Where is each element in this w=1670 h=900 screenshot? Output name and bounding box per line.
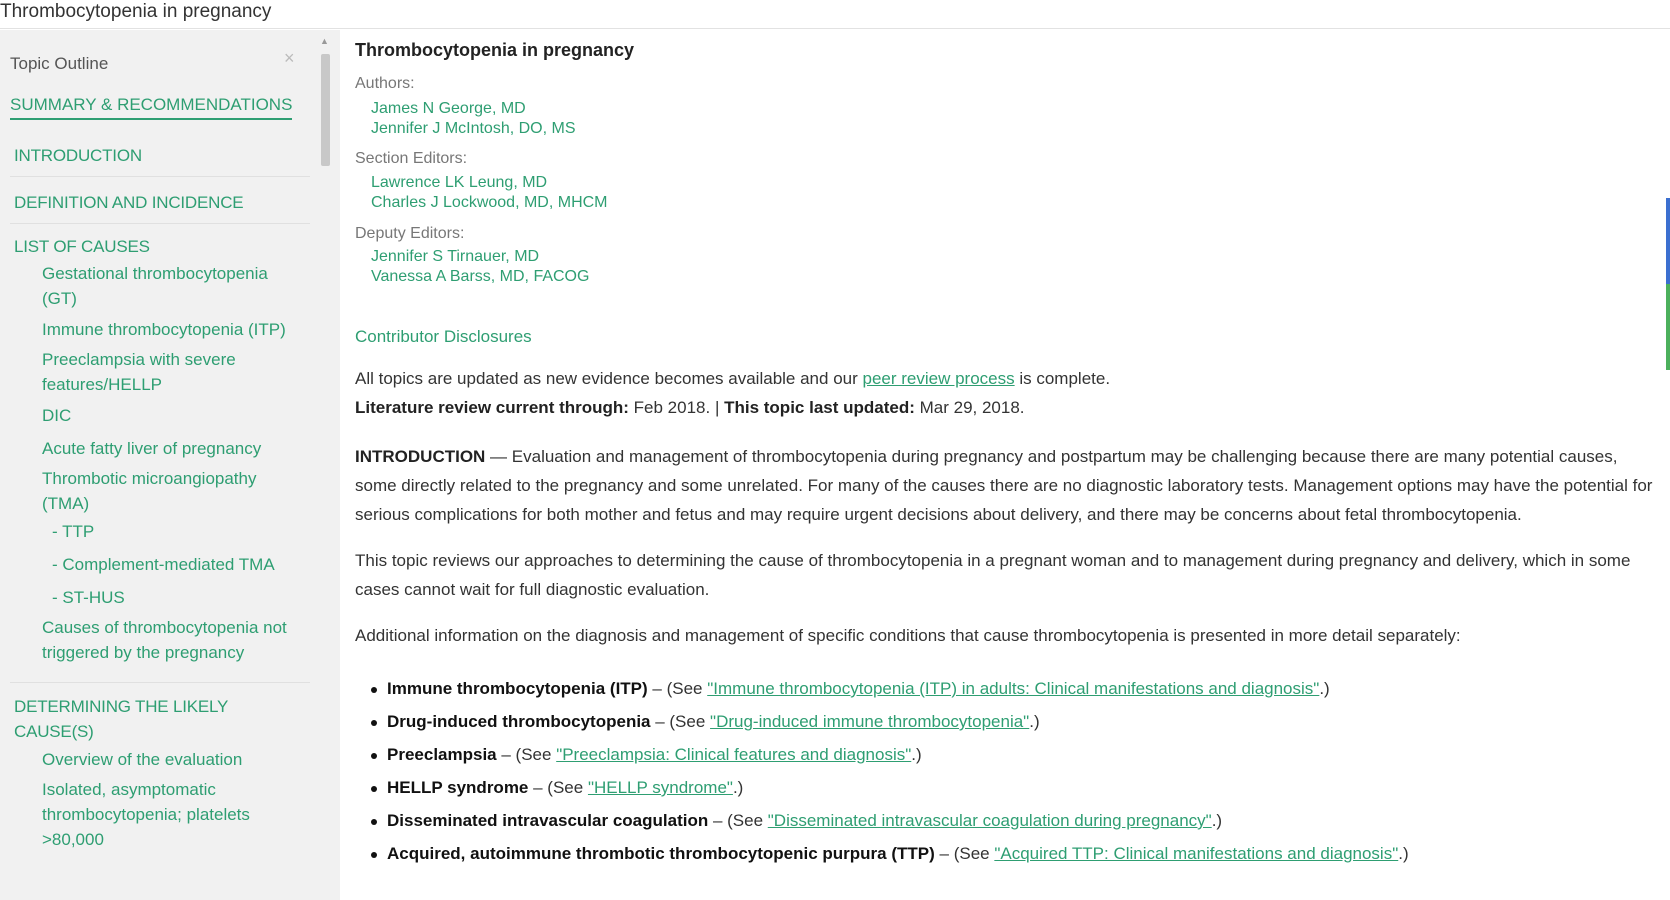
bullet-link[interactable]: "Acquired TTP: Clinical manifestations and diagnosis" [994,844,1399,863]
outline-cause-link[interactable]: DIC [42,406,72,425]
outline-cause-link[interactable]: Preeclampsia with severe features/HELLP [42,350,236,394]
close-icon[interactable]: × [284,48,295,68]
outline-summary-link[interactable]: SUMMARY & RECOMMENDATIONS [10,92,292,120]
bullet-link[interactable]: "Immune thrombocytopenia (ITP) in adults: Clinical manifestations and diagnosis" [707,679,1320,698]
update-notice [355,364,1660,393]
feedback-tab[interactable] [1666,198,1670,370]
outline-divider [10,682,310,683]
deputy-editor-link[interactable]: Vanessa A Barss, MD, FACOG [371,268,590,285]
bullet-text: .) [1398,844,1409,863]
bullet-text: – (See [496,745,557,764]
sidebar-scroll-thumb[interactable] [321,54,330,166]
bullet-link[interactable]: "Drug-induced immune thrombocytopenia" [710,712,1030,731]
sidebar-scrollbar[interactable] [318,36,332,896]
bullet-link[interactable]: "Disseminated intravascular coagulation during pregnancy" [767,811,1212,830]
bullet-text: – (See [650,712,711,731]
bullet-text: .) [732,778,744,797]
bullet-item [371,679,1330,699]
title-bar [0,0,1670,29]
bullet-text: .) [1029,712,1040,731]
outline-introduction-link[interactable]: INTRODUCTION [14,146,142,165]
outline-determining-link[interactable]: DETERMINING THE LIKELY CAUSE(S) [14,697,228,741]
bullet-link[interactable]: "HELLP syndrome" [587,778,733,797]
outline-cause-link[interactable]: Gestational thrombocytopenia (GT) [42,264,268,308]
bullet-item [371,811,1222,831]
bullet-item [371,745,922,765]
outline-definition-link[interactable]: DEFINITION AND INCIDENCE [14,193,244,212]
author-link[interactable]: James N George, MD [371,100,526,117]
bullet-dot [371,720,377,726]
intro-heading: INTRODUCTION [355,447,486,466]
bullet-dot [371,819,377,825]
bullet-term: Drug-induced thrombocytopenia [387,712,651,731]
article-title: Thrombocytopenia in pregnancy [355,40,635,60]
deputy-editor-link[interactable]: Jennifer S Tirnauer, MD [371,248,540,265]
topic-outline-heading: Topic Outline [10,54,109,73]
outline-cause-link[interactable]: Thrombotic microangiopathy (TMA) [42,469,257,513]
authors-label: Authors: [355,75,415,92]
outline-cause-link[interactable]: Acute fatty liver of pregnancy [42,439,262,458]
outline-divider [10,223,310,224]
update-text: All topics are updated as new evidence becomes available and our [355,369,863,388]
section-editors-label: Section Editors: [355,150,468,167]
outline-cause-link[interactable]: - TTP [52,522,95,541]
bullet-item [371,712,1040,732]
bullet-text: .) [1319,679,1330,698]
section-editor-link[interactable]: Lawrence LK Leung, MD [371,174,548,191]
window-title: Thrombocytopenia in pregnancy [0,1,272,22]
bullet-term: Disseminated intravascular coagulation [387,811,709,830]
last-updated-label: This topic last updated: [724,398,915,417]
intro-text: — Evaluation and management of thrombocytopenia during pregnancy and postpartum may be challenging because there are many potential causes, some directly related to the pregnancy and some unrelated. For many of the causes there are no diagnostic laboratory tests. Management options may have the potential for serious complications for both mother and fetus and may require urgent decisions about delivery, and there may be concerns about fetal thrombocytopenia. [355,447,1653,524]
contributor-disclosures-link[interactable]: Contributor Disclosures [355,327,532,346]
bullet-link[interactable]: "Preeclampsia: Clinical features and diagnosis" [556,745,912,764]
introduction-paragraph [355,442,1660,529]
bullet-text: .) [911,745,922,764]
section-editor-link[interactable]: Charles J Lockwood, MD, MHCM [371,194,608,211]
update-text: is complete. [1014,369,1111,388]
bullet-term: Preeclampsia [387,745,497,764]
last-updated-value: Mar 29, 2018. [914,398,1025,417]
outline-cause-link[interactable]: Causes of thrombocytopenia not triggered by the pregnancy [42,618,287,662]
bullet-text: – (See [934,844,995,863]
bullet-dot [371,687,377,693]
bullet-dot [371,852,377,858]
author-link[interactable]: Jennifer J McIntosh, DO, MS [371,120,576,137]
outline-list-of-causes-link[interactable]: LIST OF CAUSES [14,237,150,256]
review-dates [355,393,1660,422]
outline-determining-item-link[interactable]: Overview of the evaluation [42,750,243,769]
topic-outline-sidebar [0,30,340,900]
peer-review-link[interactable]: peer review process [862,369,1015,388]
bullet-item [371,778,743,798]
bullet-dot [371,786,377,792]
lit-review-label: Literature review current through: [355,398,629,417]
bullet-item [371,844,1409,864]
bullet-text: – (See [647,679,708,698]
lit-review-value: Feb 2018. | [628,398,725,417]
bullet-dot [371,753,377,759]
article-content [355,30,1670,900]
bullet-text: – (See [708,811,768,830]
bullet-text: .) [1211,811,1223,830]
bullet-text: – (See [528,778,588,797]
outline-divider [10,176,310,177]
bullet-term: Immune thrombocytopenia (ITP) [387,679,648,698]
topic-review-paragraph: This topic reviews our approaches to determining the cause of thrombocytopenia in a pregnant woman and to management during pregnancy and delivery, which in some cases cannot wait for full diagnostic evaluation. [355,551,1631,599]
outline-determining-item-link[interactable]: Isolated, asymptomatic thrombocytopenia; platelets >80,000 [42,780,250,849]
additional-info-paragraph: Additional information on the diagnosis and management of specific conditions that cause thrombocytopenia is presented in more detail separately: [355,626,1461,645]
outline-cause-link[interactable]: - ST-HUS [52,588,125,607]
scroll-up-icon[interactable]: ▲ [320,36,329,46]
deputy-editors-label: Deputy Editors: [355,225,465,242]
bullet-term: Acquired, autoimmune thrombotic thrombocytopenic purpura (TTP) [387,844,935,863]
outline-cause-link[interactable]: - Complement-mediated TMA [52,555,275,574]
outline-cause-link[interactable]: Immune thrombocytopenia (ITP) [42,320,286,339]
bullet-term: HELLP syndrome [387,778,529,797]
